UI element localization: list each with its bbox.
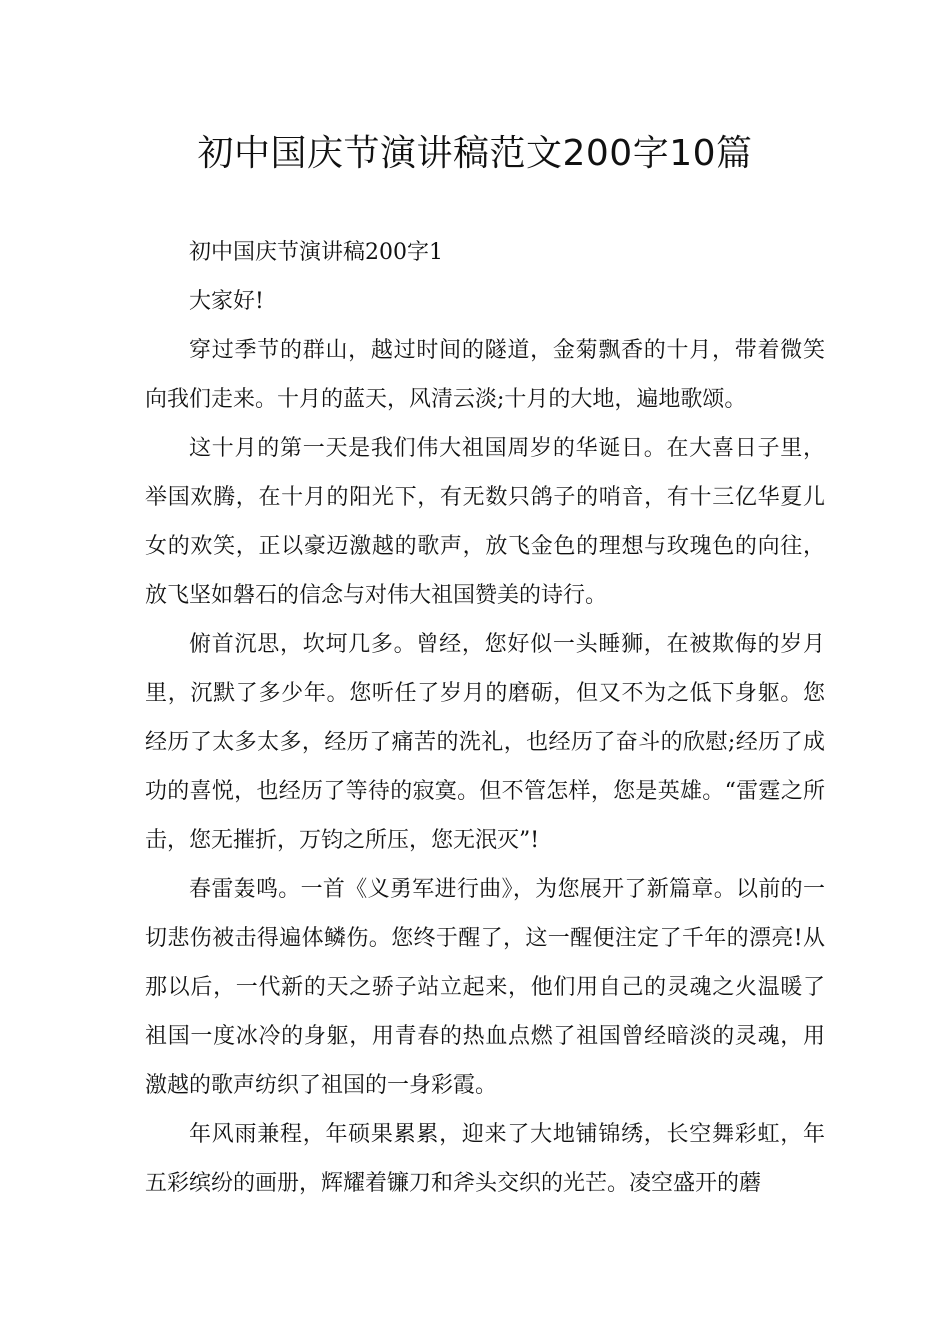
paragraph: 春雷轰鸣。一首《义勇军进行曲》，为您展开了新篇章。以前的一切悲伤被击得遍体鳞伤。您终于醒了，这一醒便注定了千年的漂亮!从那以后，一代新的天之骄子站立起来，他们用自己的灵魂之火温暖了祖国一度冰冷的身躯，用青春的热血点燃了祖国曾经暗淡的灵魂，用激越的歌声纺织了祖国的一身彩霞。	[145, 877, 825, 1098]
paragraph: 穿过季节的群山，越过时间的隧道，金菊飘香的十月，带着微笑向我们走来。十月的蓝天，风清云淡;十月的大地，遍地歌颂。	[145, 338, 825, 412]
paragraph: 这十月的第一天是我们伟大祖国周岁的华诞日。在大喜日子里，举国欢腾，在十月的阳光下，有无数只鸽子的哨音，有十三亿华夏儿女的欢笑，正以豪迈激越的歌声，放飞金色的理想与玫瑰色的向往，放飞坚如磐石的信念与对伟大祖国赞美的诗行。	[145, 436, 825, 608]
paragraph-heading: 初中国庆节演讲稿200字1	[189, 240, 443, 265]
document-title: 初中国庆节演讲稿范文200字10篇	[197, 133, 753, 174]
paragraph: 俯首沉思，坎坷几多。曾经，您好似一头睡狮，在被欺侮的岁月里，沉默了多少年。您听任了岁月的磨砺，但又不为之低下身躯。您经历了太多太多，经历了痛苦的洗礼，也经历了奋斗的欣慰;经历了成功的喜悦，也经历了等待的寂寞。但不管怎样，您是英雄。“雷霆之所击，您无摧折，万钧之所压，您无泯灭”!	[145, 632, 825, 853]
paragraph: 年风雨兼程，年硕果累累，迎来了大地铺锦绣，长空舞彩虹，年五彩缤纷的画册，辉耀着镰刀和斧头交织的光芒。凌空盛开的蘑	[145, 1122, 825, 1196]
paragraph-greeting: 大家好!	[189, 289, 264, 314]
document-body	[145, 228, 825, 1208]
